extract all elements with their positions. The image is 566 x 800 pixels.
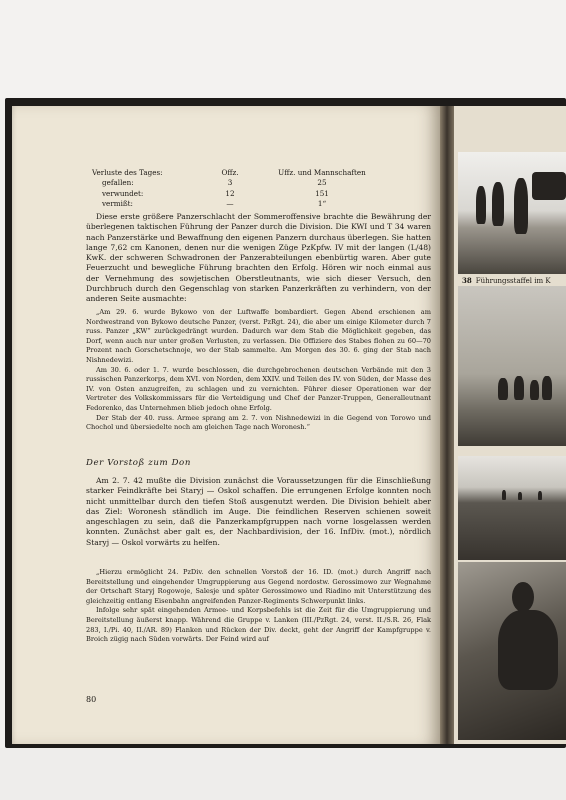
body-paragraph: Am 2. 7. 42 mußte die Division zunächst die Voraussetzungen für die Einschließung starker Feindkräfte bei Staryj — Oskol schaffen. Die errungenen Erfolge konnten noch nicht unmittelbar durch den tiefen Stoß ausgenutzt werden. Die Division behielt aber das Ziel: Woronesh ständlich im Auge. Die feindlichen Reserven schienen soweit angeschlagen zu sein, daß die Panzerkampfgruppen nach vorne losgelassen werden konnten. Zunächst aber galt es, der Nachbardivision, der 16. InfDiv. (mot.), nördlich Staryj — Oskol vorwärts zu helfen. xyxy=(86,476,431,547)
interrogation-quote xyxy=(86,308,431,433)
losses-row-offz: 12 xyxy=(225,188,235,198)
losses-row-label: verwundet: xyxy=(102,188,144,198)
losses-row-uffz: 1“ xyxy=(317,199,327,209)
losses-row-offz: — xyxy=(226,199,234,209)
body-paragraph: Diese erste größere Panzerschlacht der Sommeroffensive brachte die Bewährung der überlegenen taktischen Führung der Panzer durch die Division. Die KWI und T 34 waren nach Panzerstärke und Bewaffnung den eigenen Panzern durchaus überlegen. Sie hatten lange 7,62 cm Kanonen, denen nur die wenigen Züge PzKpfw. IV mit der langen (L/48) KwK. der schweren Schwadronen der Panzerabteilungen ebenbürtig waren. Aber gute Feuerzucht und bewegliche Führung brachten den Erfolg. Hören wir noch einmal aus der Vernehmung des sowjetischen Oberstleutnants, wie sich dieser Versuch, den Durchbruch durch den Gegenschlag von starken Panzerkräften zu verhindern, von der anderen Seite ausmachte: xyxy=(86,212,431,304)
section-heading: Der Vorstoß zum Don xyxy=(86,458,191,468)
quote-paragraph: „Am 29. 6. wurde Bykowo von der Luftwaffe bombardiert. Gegen Abend erschienen am Nordwestrand von Bykowo deutsche Panzer, (verst. PzRgt. 24), die aber um einige Kilometer durch 7 russ. Panzer „KW“ zurückgedrängt wurden. Dadurch war dem Stab die Möglichkeit gegeben, das Dorf, wenn auch nur unter großen Verlusten, zu verlassen. Die Offiziere des Stabes flohen zu 60—70 Prozent nach Gorschetschnoje, wo der Stab sammelte. Am Morgen des 30. 6. ging der Stab nach Nishnedewizi. xyxy=(86,308,431,364)
photo-horizon-troops xyxy=(458,456,566,560)
losses-row-uffz: 151 xyxy=(315,188,329,198)
scan-background-bottom xyxy=(0,748,566,800)
quote-paragraph: „Hierzu ermöglicht 24. PzDiv. den schnellen Vorstoß der 16. ID. (mot.) durch Angriff nach Bereitstellung und eingehender Umgruppierung aus Gegend nordostw. Gerossimowo zur Wegnahme der Ortschaft Staryj Rogowoje, Salesje und später Gerossimowo und Riadino mit Unterstützung des gleichzeitig entlang Eisenbahn angreifenden Panzer-Regiments Schwerpunkt links. xyxy=(86,568,431,605)
paragraph-battle xyxy=(86,212,431,305)
losses-row xyxy=(92,199,372,209)
losses-row xyxy=(92,189,372,199)
photo-caption xyxy=(462,276,566,286)
paragraph-don xyxy=(86,476,431,548)
page-number: 80 xyxy=(86,695,97,704)
photo-soldiers-vehicle xyxy=(458,152,566,274)
losses-header-row xyxy=(92,168,372,178)
losses-col-uffz: Uffz. und Mannschaften xyxy=(278,168,366,177)
losses-label: Verluste des Tages: xyxy=(92,168,163,177)
photo-field-group xyxy=(458,286,566,446)
book-gutter xyxy=(440,106,454,744)
losses-row-label: gefallen: xyxy=(102,178,134,188)
quote-paragraph: Am 30. 6. oder 1. 7. wurde beschlossen, die durchgebrochenen deutschen Verbände mit den 3 russischen Panzerkorps, dem XVI. von Norden, dem XXIV. und Teilen des IV. von Süden, der Masse des IV. von Osten anzugreifen, zu schlagen und zu vernichten. Führer dieser Operationen war der Vertreter des Volkskommissars für die Verteidigung und Chef der Panzer-Truppen, Generalleutnant Fedorenko, das Unternehmen blieb jedoch ohne Erfolg. xyxy=(86,365,431,412)
losses-row-label: vermißt: xyxy=(102,199,133,209)
losses-row-uffz: 25 xyxy=(317,178,327,188)
losses-row xyxy=(92,178,372,188)
quote-paragraph: Der Stab der 40. russ. Armee sprang am 2. 7. von Nishnedewizi in die Gegend von Torowo und Chochol und übersiedelte noch am gleichen Tage nach Woronesh.“ xyxy=(86,413,431,432)
order-quote xyxy=(86,568,431,645)
losses-table xyxy=(92,168,372,210)
photo-soldiers-closeup xyxy=(458,562,566,740)
losses-row-offz: 3 xyxy=(227,178,233,188)
scan-background-top xyxy=(0,0,566,100)
caption-text: Führungsstaffel im K xyxy=(475,277,551,285)
quote-paragraph: Infolge sehr spät eingehenden Armee- und Korpsbefehls ist die Zeit für die Umgruppierung und Bereitstellung äußerst knapp. Während die Gruppe v. Lanken (III./PzRgt. 24, verst. II./S.R. 26, Flak 283, I./Pi. 40, II./AR. 89) Flanken und Rücken der Div. deckt, geht der Angriff der Kampfgruppe v. Broich zügig nach Süden vorwärts. Der Feind wird auf xyxy=(86,606,431,644)
caption-number: 38 xyxy=(462,276,472,285)
losses-col-offz: Offz. xyxy=(221,168,239,177)
